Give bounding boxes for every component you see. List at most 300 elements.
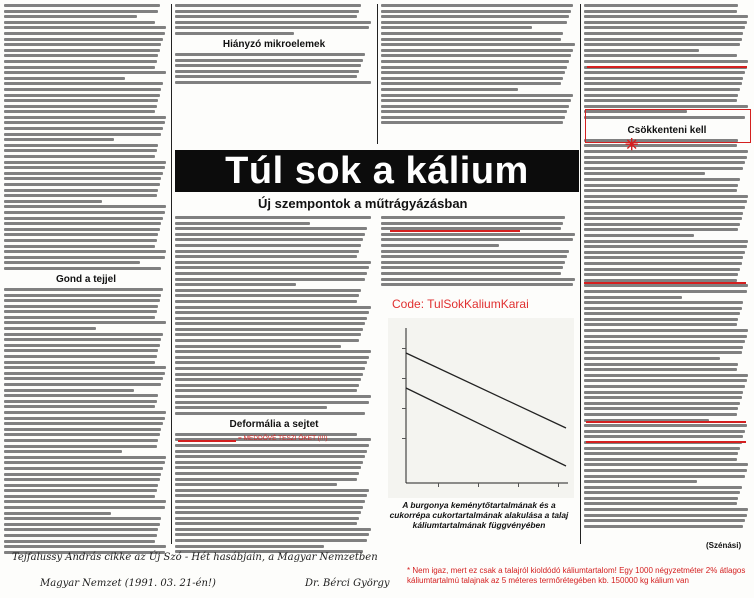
- text-line: [584, 99, 737, 102]
- text-line: [4, 77, 125, 80]
- text-line: [381, 216, 565, 219]
- text-line: [175, 506, 363, 509]
- text-line: [584, 240, 748, 243]
- text-line: [175, 227, 367, 230]
- text-line: [175, 300, 357, 303]
- text-line: [4, 305, 158, 308]
- chart-illustration: [388, 318, 574, 498]
- text-line: [4, 523, 160, 526]
- text-line: [175, 528, 371, 531]
- text-line: [4, 250, 166, 253]
- text-line: [175, 21, 371, 24]
- text-line: [4, 211, 165, 214]
- text-line: [584, 407, 738, 410]
- text-line: [175, 389, 357, 392]
- footnote: * Nem igaz, mert ez csak a talajról kioldódó káliumtartalom! Egy 1000 négyzetméter 2% átlagos káliumtartalmú talajnak az 5 méteres termőrétegében kb. 150000 kg kálium van: [407, 566, 746, 585]
- text-line: [4, 484, 158, 487]
- text-line: [381, 82, 561, 85]
- text-line: [381, 233, 575, 236]
- text-line: [4, 366, 166, 369]
- text-line: [381, 38, 561, 41]
- text-line: [175, 26, 369, 29]
- text-line: [4, 66, 155, 69]
- text-line: [4, 43, 161, 46]
- section-title-hianyzo: Hiányzó mikroelemek: [222, 38, 326, 50]
- red-underline: [586, 441, 746, 443]
- text-line: [381, 66, 567, 69]
- text-line: [175, 32, 294, 35]
- red-underline: [586, 421, 746, 423]
- text-line: [175, 261, 371, 264]
- text-line: [381, 222, 563, 225]
- text-line: [584, 296, 682, 299]
- text-line: [4, 299, 160, 302]
- text-line: [584, 424, 747, 427]
- text-line: [584, 402, 740, 405]
- text-line: [584, 262, 742, 265]
- text-line: [4, 394, 158, 397]
- text-line: [584, 475, 745, 478]
- text-line: [4, 94, 160, 97]
- red-inline-note: = MEDDŐVÉ TESZI ŐKET (!!!): [238, 435, 328, 442]
- text-line: [175, 266, 369, 269]
- text-line: [4, 21, 155, 24]
- text-line: [175, 356, 369, 359]
- text-line: [4, 456, 166, 459]
- text-line: [584, 379, 747, 382]
- text-line: [4, 4, 160, 7]
- text-line: [381, 283, 573, 286]
- text-line: [4, 439, 158, 442]
- text-line: [175, 494, 367, 497]
- text-line: [584, 391, 743, 394]
- text-line: [584, 290, 747, 293]
- red-underline: [587, 66, 747, 68]
- text-line: [175, 517, 359, 520]
- text-line: [381, 4, 573, 7]
- text-line: [584, 156, 747, 159]
- text-line: [584, 49, 699, 52]
- text-line: [584, 363, 738, 366]
- text-line: [4, 71, 166, 74]
- text-line: [584, 273, 738, 276]
- chart-caption: A burgonya keménytőtartalmának és a cukorrépa cukortartalmának alakulása a talaj káliumtartalmának függvényében: [389, 500, 569, 530]
- text-line: [584, 368, 737, 371]
- text-line: [584, 21, 747, 24]
- text-line: [4, 172, 163, 175]
- section-title-deformalja: Deformália a sejtet: [229, 418, 319, 430]
- text-line: [175, 466, 361, 469]
- text-line: [175, 278, 365, 281]
- text-line: [381, 77, 563, 80]
- handwritten-note-line1: Tejfalussy András cikke az Új Szó - Hét hasábjain, a Magyar Nemzetben: [12, 552, 378, 563]
- text-line: [4, 222, 161, 225]
- text-line: [584, 486, 742, 489]
- text-line: [175, 373, 363, 376]
- text-line: [584, 172, 705, 175]
- text-line: [4, 110, 155, 113]
- text-line: [584, 38, 742, 41]
- text-line: [381, 121, 563, 124]
- text-line: [4, 528, 158, 531]
- text-line: [4, 417, 165, 420]
- text-line: [175, 238, 363, 241]
- text-line: [175, 322, 365, 325]
- text-line: [584, 77, 743, 80]
- text-line: [584, 385, 745, 388]
- text-line: [381, 60, 569, 63]
- text-line: [584, 234, 694, 237]
- text-line: [175, 4, 361, 7]
- text-line: [175, 339, 359, 342]
- text-line: [4, 245, 155, 248]
- text-line: [381, 116, 565, 119]
- article-column-3-top: [381, 4, 577, 124]
- text-line: [175, 294, 359, 297]
- text-line: [4, 361, 155, 364]
- column-divider: [580, 4, 581, 544]
- text-line: [381, 32, 563, 35]
- text-line: [4, 177, 161, 180]
- text-line: [4, 473, 161, 476]
- text-line: [4, 294, 161, 297]
- text-line: [4, 288, 163, 291]
- text-line: [584, 357, 720, 360]
- text-line: [175, 345, 341, 348]
- headline-banner: [175, 150, 579, 192]
- text-line: [584, 525, 743, 528]
- text-line: [4, 506, 165, 509]
- text-line: [584, 519, 745, 522]
- text-line: [4, 534, 157, 537]
- red-highlight-box: [585, 109, 751, 143]
- text-line: [584, 88, 740, 91]
- text-line: [175, 272, 367, 275]
- text-line: [381, 49, 573, 52]
- text-line: [584, 340, 745, 343]
- text-line: [4, 445, 157, 448]
- text-line: [4, 383, 161, 386]
- text-line: [175, 384, 359, 387]
- text-line: [4, 355, 157, 358]
- text-line: [175, 461, 363, 464]
- text-line: [4, 88, 161, 91]
- text-line: [175, 255, 357, 258]
- text-line: [175, 539, 367, 542]
- text-line: [584, 189, 737, 192]
- text-line: [175, 361, 367, 364]
- red-underline: [584, 282, 746, 284]
- text-line: [381, 261, 565, 264]
- column-divider: [171, 4, 172, 544]
- text-line: [175, 401, 369, 404]
- text-line: [4, 256, 165, 259]
- text-line: [584, 54, 737, 57]
- text-line: [175, 350, 371, 353]
- text-line: [584, 413, 737, 416]
- text-line: [584, 82, 742, 85]
- text-line: [381, 110, 567, 113]
- text-line: [4, 467, 163, 470]
- text-line: [4, 400, 157, 403]
- text-line: [4, 166, 165, 169]
- text-line: [175, 367, 365, 370]
- text-line: [584, 105, 748, 108]
- text-line: [584, 301, 743, 304]
- text-line: [4, 183, 160, 186]
- text-line: [4, 478, 160, 481]
- text-line: [584, 435, 743, 438]
- text-line: [175, 70, 359, 73]
- text-line: [584, 150, 748, 153]
- text-line: [584, 508, 748, 511]
- text-line: [175, 478, 357, 481]
- text-line: [381, 54, 571, 57]
- text-line: [175, 378, 361, 381]
- red-underline: [390, 230, 520, 232]
- text-line: [584, 329, 748, 332]
- text-line: [584, 396, 742, 399]
- text-line: [4, 545, 166, 548]
- text-line: [4, 15, 137, 18]
- text-line: [584, 452, 738, 455]
- column-divider: [377, 4, 378, 144]
- text-line: [4, 144, 158, 147]
- text-line: [175, 306, 371, 309]
- text-line: [4, 377, 163, 380]
- text-line: [175, 533, 369, 536]
- text-line: [175, 483, 337, 486]
- text-line: [584, 318, 738, 321]
- text-line: [584, 335, 747, 338]
- text-line: [4, 517, 161, 520]
- section-title-csokkenteni: Csökkenteni kell: [627, 124, 707, 136]
- text-line: [175, 216, 371, 219]
- text-line: [175, 455, 365, 458]
- text-line: [175, 289, 361, 292]
- text-line: [381, 94, 573, 97]
- text-line: [4, 512, 111, 515]
- text-line: [4, 405, 155, 408]
- text-line: [175, 59, 363, 62]
- text-line: [4, 105, 157, 108]
- text-line: [175, 545, 324, 548]
- text-line: [4, 205, 166, 208]
- text-line: [4, 344, 160, 347]
- text-line: [584, 463, 748, 466]
- text-line: [175, 75, 357, 78]
- text-line: [584, 217, 742, 220]
- text-line: [175, 406, 327, 409]
- text-line: [4, 500, 166, 503]
- text-line: [381, 26, 532, 29]
- text-line: [584, 256, 743, 259]
- text-line: [4, 121, 165, 124]
- text-line: [381, 105, 569, 108]
- text-line: [4, 333, 163, 336]
- text-line: [381, 255, 567, 258]
- text-line: [584, 161, 745, 164]
- text-line: [584, 458, 737, 461]
- text-line: [381, 99, 571, 102]
- text-line: [175, 15, 357, 18]
- text-line: [4, 411, 166, 414]
- text-line: [584, 144, 737, 147]
- text-line: [4, 349, 158, 352]
- chart-background: [388, 318, 574, 498]
- text-line: [4, 321, 166, 324]
- handwritten-signature: Dr. Bérci György: [305, 578, 390, 589]
- text-line: [175, 53, 365, 56]
- text-line: [584, 60, 748, 63]
- text-line: [175, 250, 359, 253]
- text-line: [381, 71, 565, 74]
- text-line: [175, 328, 363, 331]
- text-line: [381, 278, 575, 281]
- text-line: [584, 374, 748, 377]
- text-line: [381, 15, 569, 18]
- text-line: [584, 10, 737, 13]
- text-line: [175, 333, 361, 336]
- text-line: [4, 26, 166, 29]
- text-line: [4, 127, 163, 130]
- text-line: [584, 497, 738, 500]
- text-line: [175, 500, 365, 503]
- text-line: [584, 43, 740, 46]
- text-line: [584, 312, 740, 315]
- text-line: [381, 250, 569, 253]
- text-line: [175, 450, 367, 453]
- text-line: [381, 244, 499, 247]
- text-line: [584, 351, 742, 354]
- text-line: [584, 268, 740, 271]
- text-line: [584, 228, 738, 231]
- article-column-1: [4, 4, 168, 554]
- text-line: [4, 338, 161, 341]
- text-line: [4, 495, 155, 498]
- text-line: [4, 116, 166, 119]
- text-line: [381, 238, 573, 241]
- text-line: [4, 389, 134, 392]
- text-line: [4, 316, 155, 319]
- text-line: [584, 430, 745, 433]
- text-line: [175, 222, 310, 225]
- article-column-4: [584, 4, 750, 528]
- red-underline: [178, 440, 236, 442]
- text-line: [4, 60, 157, 63]
- text-line: [584, 15, 748, 18]
- text-line: [175, 311, 369, 314]
- text-line: [381, 43, 575, 46]
- text-line: [4, 161, 166, 164]
- section-title-gond: Gond a tejjel: [55, 273, 116, 285]
- text-line: [584, 206, 745, 209]
- text-line: [175, 10, 359, 13]
- article-column-3-bottom: [381, 216, 577, 286]
- text-line: [4, 133, 161, 136]
- text-line: [175, 444, 369, 447]
- text-line: [4, 372, 165, 375]
- text-line: [4, 194, 157, 197]
- text-line: [175, 395, 371, 398]
- text-line: [584, 200, 747, 203]
- text-line: [381, 88, 518, 91]
- text-line: [4, 38, 163, 41]
- text-line: [584, 94, 738, 97]
- text-line: [4, 54, 158, 57]
- text-line: [4, 32, 165, 35]
- text-line: [175, 511, 361, 514]
- handwritten-note-line2: Magyar Nemzet (1991. 03. 21-én!): [40, 578, 216, 589]
- text-line: [4, 489, 157, 492]
- text-line: [4, 233, 158, 236]
- text-line: [4, 82, 163, 85]
- text-line: [584, 251, 745, 254]
- text-line: [175, 472, 359, 475]
- text-line: [175, 244, 361, 247]
- text-line: [175, 283, 296, 286]
- text-line: [4, 261, 140, 264]
- text-line: [584, 195, 748, 198]
- headline: Túl sok a kálium: [225, 149, 529, 192]
- text-line: [4, 155, 155, 158]
- text-line: [4, 149, 157, 152]
- text-line: [4, 461, 165, 464]
- text-line: [4, 239, 157, 242]
- text-line: [175, 233, 365, 236]
- text-line: [584, 184, 738, 187]
- text-line: [4, 10, 158, 13]
- article-column-2-bottom: [175, 216, 373, 553]
- text-line: [175, 81, 371, 84]
- text-line: [584, 502, 737, 505]
- text-line: [4, 433, 160, 436]
- text-line: [175, 522, 357, 525]
- article-subtitle: Új szempontok a műtrágyázásban: [258, 196, 468, 211]
- text-line: [584, 284, 748, 287]
- text-line: [584, 307, 742, 310]
- text-line: [584, 223, 740, 226]
- red-asterisk-icon: ✳: [625, 137, 639, 154]
- text-line: [584, 469, 747, 472]
- text-line: [4, 428, 161, 431]
- author-tag: (Szénási): [706, 541, 742, 550]
- text-line: [584, 323, 737, 326]
- text-line: [4, 422, 163, 425]
- text-line: [4, 200, 102, 203]
- text-line: [4, 327, 96, 330]
- text-line: [381, 21, 567, 24]
- text-line: [584, 4, 738, 7]
- text-line: [4, 99, 158, 102]
- text-line: [584, 480, 697, 483]
- text-line: [4, 189, 158, 192]
- text-line: [584, 167, 743, 170]
- text-line: [584, 32, 743, 35]
- text-line: [4, 217, 163, 220]
- text-line: [381, 10, 571, 13]
- text-line: [175, 64, 361, 67]
- text-line: [175, 412, 365, 415]
- text-line: [4, 267, 161, 270]
- text-line: [381, 266, 563, 269]
- text-line: [4, 138, 114, 141]
- text-line: [4, 49, 160, 52]
- text-line: [584, 212, 743, 215]
- text-line: [584, 245, 747, 248]
- text-line: [381, 272, 561, 275]
- text-line: [4, 540, 155, 543]
